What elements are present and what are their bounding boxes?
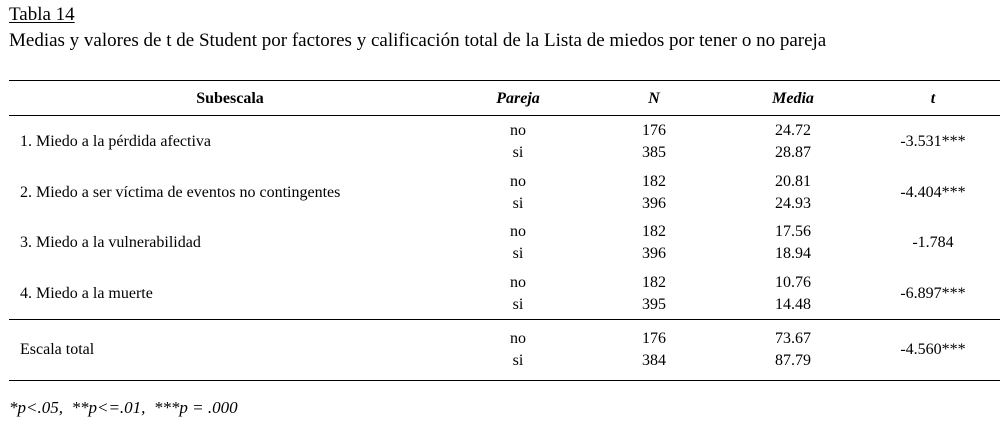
table-title: Medias y valores de t de Student por factores y calificación total de la Lista de miedos por tener o no pareja [9, 30, 827, 51]
media-cell [758, 272, 828, 316]
n-cell [624, 171, 684, 215]
media-si: 87.79 [775, 352, 811, 369]
row-label: 1. Miedo a la pérdida afectiva [20, 133, 212, 150]
t-value: -4.404*** [900, 184, 966, 201]
media-cell [758, 120, 828, 164]
pareja-si: si [512, 296, 524, 313]
media-cell [758, 171, 828, 215]
n-si: 395 [642, 296, 666, 313]
n-cell [624, 120, 684, 164]
pareja-cell [488, 171, 548, 215]
media-no: 20.81 [775, 173, 811, 190]
pareja-cell [488, 272, 548, 316]
header-t: t [930, 90, 936, 107]
t-value: -1.784 [912, 234, 954, 251]
total-rule [9, 319, 1000, 320]
row-label: 3. Miedo a la vulnerabilidad [20, 234, 201, 251]
media-no: 17.56 [775, 223, 811, 240]
pareja-no: no [510, 330, 526, 347]
n-cell [624, 272, 684, 316]
header-pareja: Pareja [496, 90, 540, 107]
t-value: -4.560*** [900, 341, 966, 358]
media-no: 10.76 [775, 274, 811, 291]
row-label: 2. Miedo a ser víctima de eventos no contingentes [20, 184, 341, 201]
table-caption: Tabla 14 [9, 4, 75, 25]
n-no: 182 [642, 173, 666, 190]
pareja-cell [488, 328, 548, 372]
header-subescala: Subescala [196, 90, 264, 107]
media-no: 24.72 [775, 122, 811, 139]
pareja-no: no [510, 173, 526, 190]
media-cell [758, 221, 828, 265]
n-no: 176 [642, 330, 666, 347]
pareja-si: si [512, 195, 524, 212]
significance-footnote: *p<.05, **p<=.01, ***p = .000 [9, 398, 238, 417]
pareja-cell [488, 120, 548, 164]
n-si: 385 [642, 144, 666, 161]
top-rule [9, 80, 1000, 81]
header-n: N [648, 90, 660, 107]
n-no: 176 [642, 122, 666, 139]
header-rule [9, 115, 1000, 116]
pareja-no: no [510, 274, 526, 291]
n-si: 384 [642, 352, 666, 369]
media-si: 14.48 [775, 296, 811, 313]
media-si: 18.94 [775, 245, 811, 262]
n-no: 182 [642, 274, 666, 291]
header-media: Media [772, 90, 814, 107]
media-si: 24.93 [775, 195, 811, 212]
n-si: 396 [642, 195, 666, 212]
n-cell [624, 328, 684, 372]
n-si: 396 [642, 245, 666, 262]
t-value: -3.531*** [900, 133, 966, 150]
pareja-no: no [510, 122, 526, 139]
row-label: 4. Miedo a la muerte [20, 285, 153, 302]
pareja-no: no [510, 223, 526, 240]
t-value: -6.897*** [900, 285, 966, 302]
pareja-si: si [512, 352, 524, 369]
media-cell [758, 328, 828, 372]
n-no: 182 [642, 223, 666, 240]
pareja-si: si [512, 245, 524, 262]
pareja-cell [488, 221, 548, 265]
bottom-rule [9, 380, 1000, 381]
pareja-si: si [512, 144, 524, 161]
row-label: Escala total [20, 341, 95, 358]
media-no: 73.67 [775, 330, 811, 347]
media-si: 28.87 [775, 144, 811, 161]
n-cell [624, 221, 684, 265]
